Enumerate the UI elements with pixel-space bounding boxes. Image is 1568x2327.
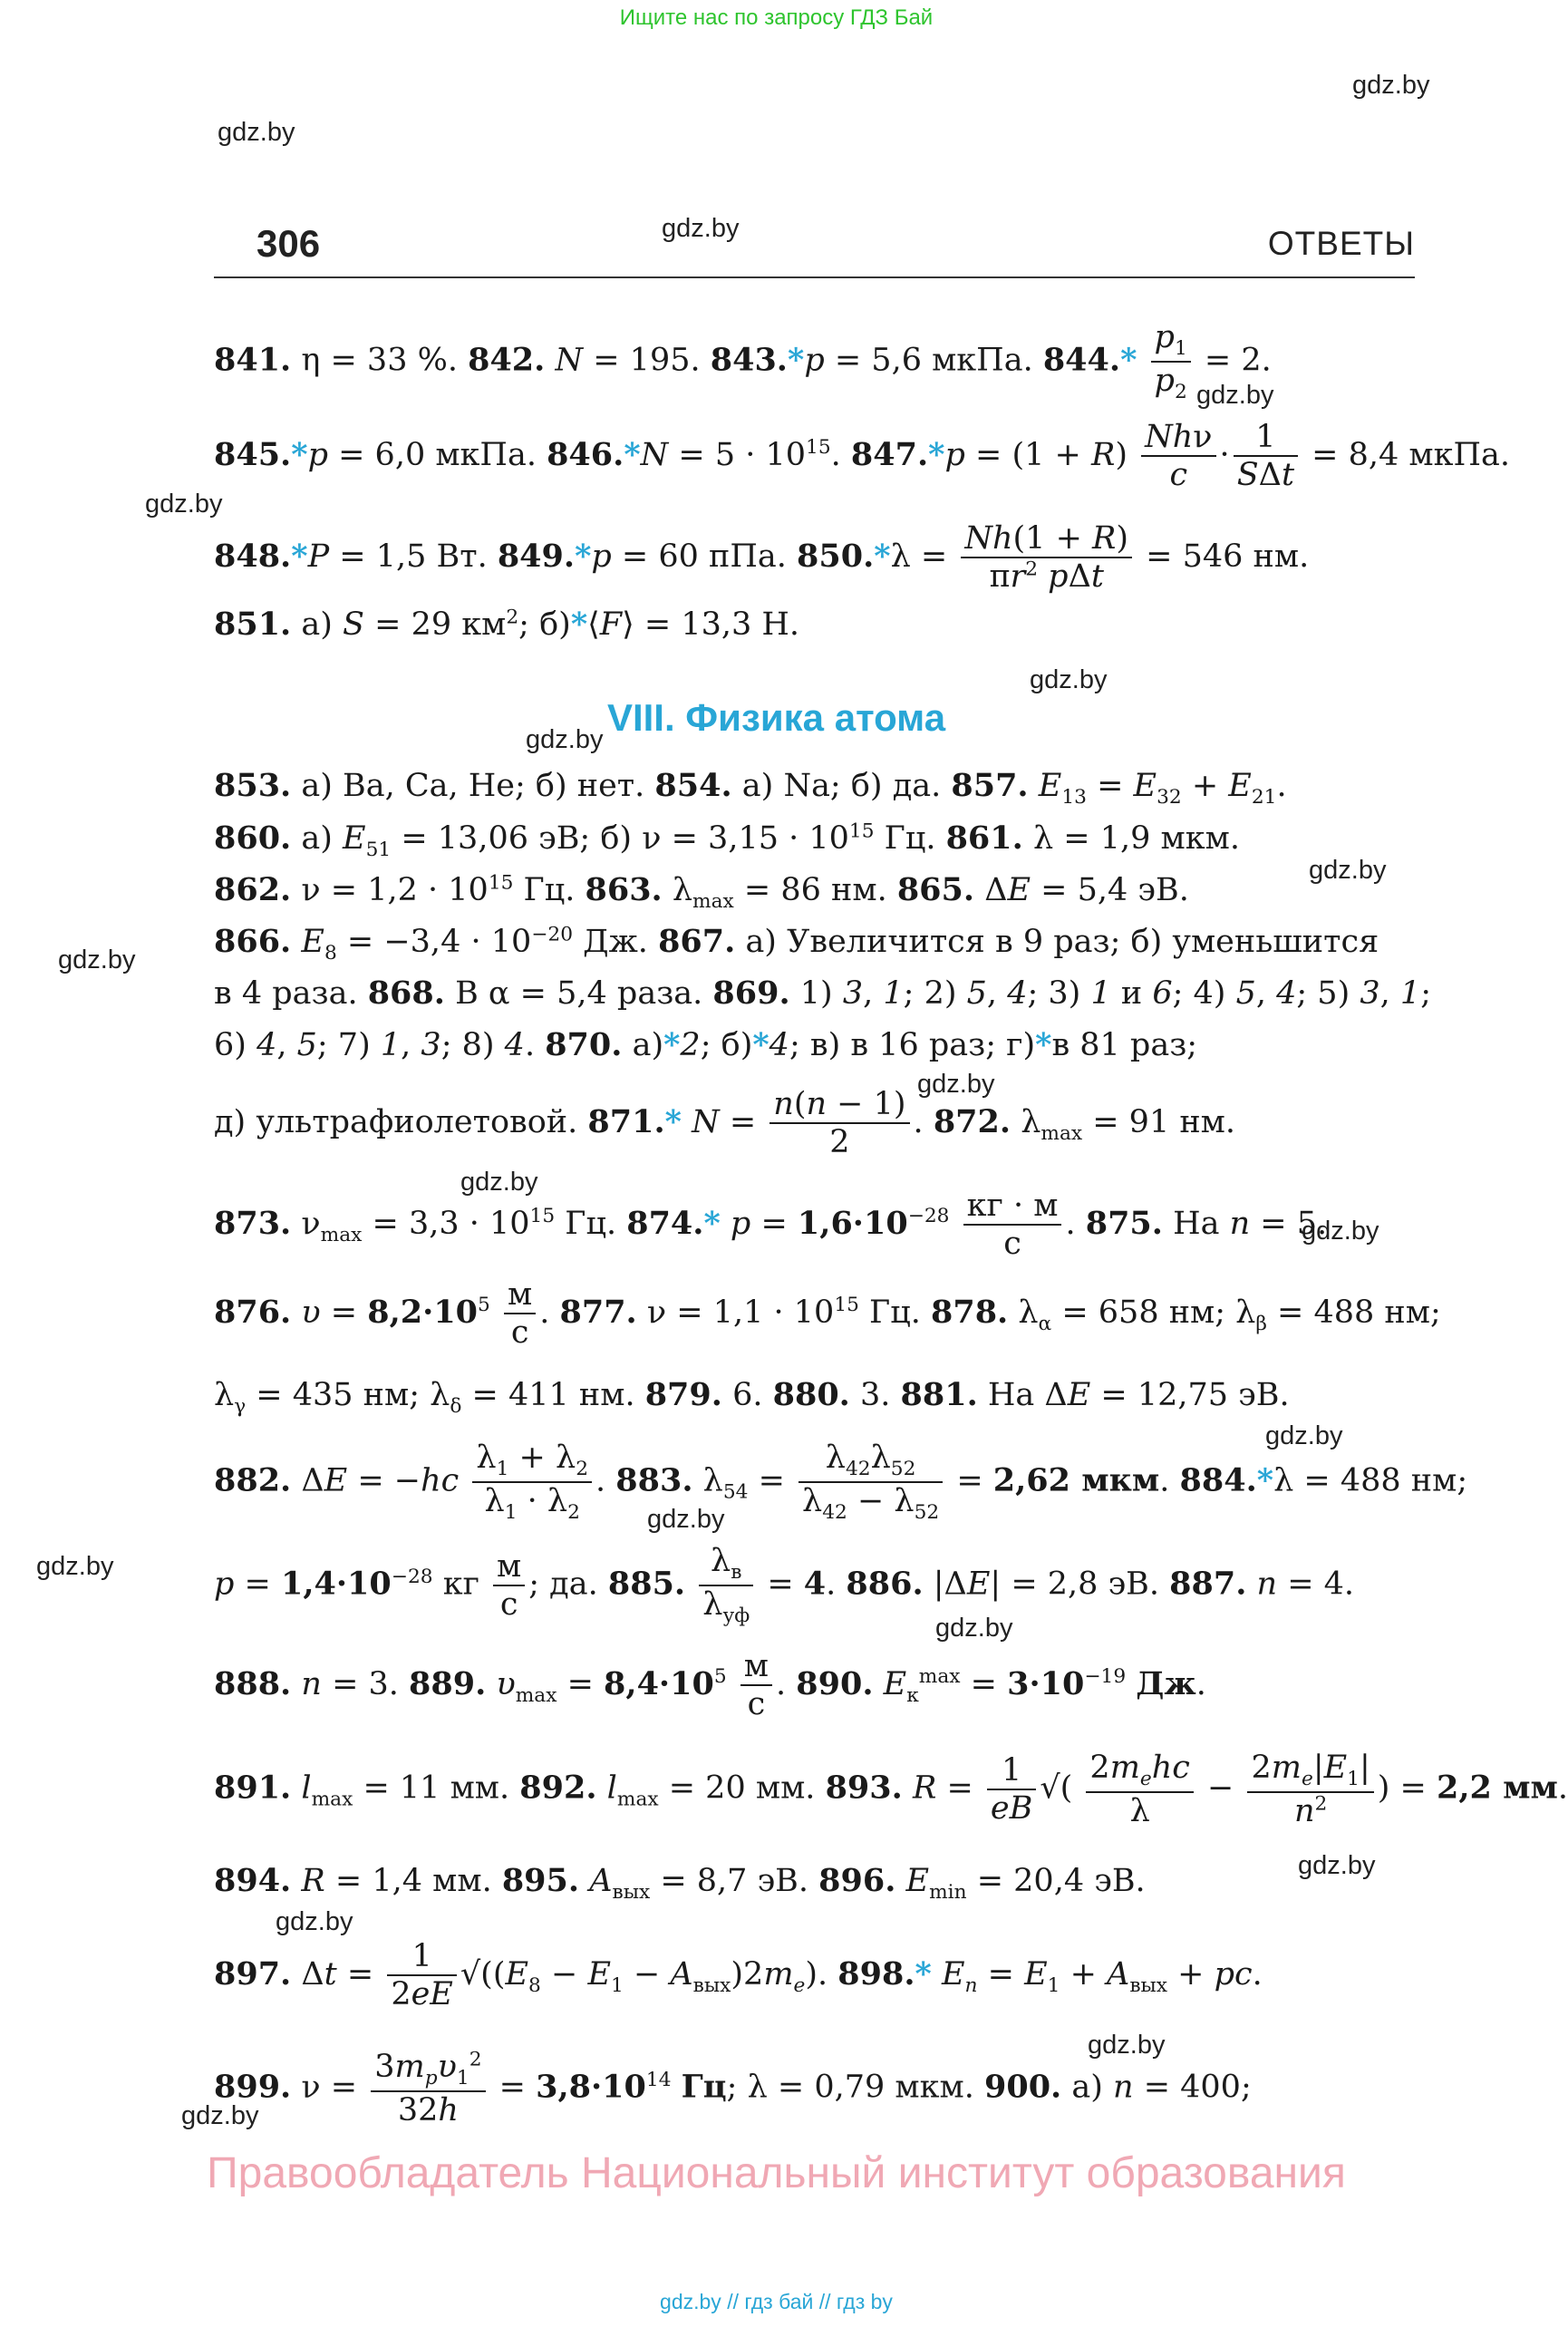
watermark: gdz.by: [1309, 856, 1387, 885]
answer-line-888: 888. n = 3. 889. $\upsilon_{max} = 8,4\cdot 10^5$ $\frac{м}{с}$ . 890. $E_к^{max} = 3\cdot 10^{-19}$ Дж.: [214, 1648, 1206, 1723]
watermark: gdz.by: [36, 1552, 114, 1581]
watermark: gdz.by: [460, 1168, 538, 1197]
watermark: gdz.by: [662, 214, 740, 243]
answer-line-866d: д) ультрафиолетовой. 871.* N = $\frac{n(n - 1)}{2}$ . 872. $\lambda_{max} = 91$ нм.: [214, 1086, 1236, 1161]
answer-line-873: 873. $\nu_{max} = 3,3 \cdot 10^{15}$ Гц. 874.* $p = 1,6\cdot 10^{-28}$ $\frac{кг \cdot м}{с}$ . 875. На n = 5.: [214, 1188, 1328, 1263]
section-title: VIII. Физика атома: [606, 696, 946, 739]
answer-line-845: 845.*p = 6,0 мкПа. $846.*N = 5 \cdot 10^{15}$. 847.*p = (1 + R) $\frac{\text{Nhν}}{c}$ · $\frac{1}{\text{SΔt}}$ = 8,4 мкПа.: [214, 419, 1511, 494]
answer-line-866b: в 4 раза. 868. В α = 5,4 раза. 869. 1) 3, 1; 2) 5, 4; 3) 1 и 6; 4) 5, 4; 5) 3, 1;: [214, 974, 1431, 1012]
header-rule: [214, 276, 1415, 278]
watermark: gdz.by: [1265, 1421, 1343, 1450]
watermark: gdz.by: [1030, 665, 1108, 694]
answer-line-848: 848.*P = 1,5 Вт. 849.*p = 60 пПа. 850.*λ = $\frac{Nh(1 + R)}{\pi r^2 p\Delta t}$ = 546 нм.: [214, 520, 1310, 596]
page-number: 306: [256, 222, 321, 265]
answer-line-882: 882. ΔE = −hc $\frac{\lambda_1 + \lambda_2}{\lambda_1 \cdot \lambda_2}$ . 883. $\lambda_{54}$ = $\frac{\lambda_{42}\lambda_{52}}{\lambda_{42} - \lambda_{52}}$ = 2,62 мкм. 884.*λ = 488 нм;: [214, 1440, 1468, 1524]
answer-line-894: 894. R = 1,4 мм. 895. $A_{вых} = 8,7$ эВ. 896. $E_{min} = 20,4$ эВ.: [214, 1862, 1146, 1904]
watermark: gdz.by: [917, 1070, 995, 1099]
running-head: ОТВЕТЫ: [1267, 225, 1415, 262]
watermark: gdz.by: [218, 118, 295, 147]
answer-line-866c: 6) 4, 5; 7) 1, 3; 8) 4. 870. а)*2; б)*4; в) в 16 раз; г)*в 81 раз;: [214, 1026, 1198, 1063]
watermark: gdz.by: [526, 725, 604, 754]
answer-line-891: 891. $l_{max} = 11$ мм. 892. $l_{max} = 20$ мм. 893. R = $\frac{1}{eB}$ √( $\frac{2m_ehc}{\lambda}$ − $\frac{2m_e|E_1|}{n^2}$ ) = 2,2 мм.: [214, 1750, 1568, 1829]
watermark: gdz.by: [1196, 381, 1274, 410]
answer-line-853: 853. а) Ba, Ca, He; б) нет. 854. а) Na; б) да. 857. $E_{13} = E_{32} + E_{21}$.: [214, 767, 1287, 809]
answer-line-897: 897. Δt = $\frac{1}{2eE}$ $√((E_8 - E_1 - A_{вых})2m_e)$. 898.* $E_n = E_1 + A_{вых}$ + pc.: [214, 1938, 1263, 2013]
answer-line-841: 841. η = 33 %. 842. N = 195. 843.*p = 5,6 мкПа. 844.* $\frac{p_1}{p_2}$ = 2.: [214, 319, 1272, 403]
watermark: gdz.by: [181, 2101, 259, 2130]
answer-line-899: 899. ν = $\frac{3m_p\upsilon_1^2}{32h}$ = $3,8\cdot 10^{14}$ Гц; λ = 0,79 мкм. 900. а) n = 400;: [214, 2048, 1252, 2128]
watermark: gdz.by: [145, 490, 223, 519]
answer-line-882b: $p = 1,4\cdot 10^{-28}$ кг $\frac{м}{с}$ ; да. 885. $\frac{\lambda_в}{\lambda_{уф}}$ = 4. 886. |ΔE| = 2,8 эВ. 887. n = 4.: [214, 1543, 1355, 1627]
watermark: gdz.by: [58, 945, 136, 974]
answer-line-862: 862. $\nu = 1,2 \cdot 10^{15}$ Гц. 863. $\lambda_{max} = 86$ нм. 865. ΔE = 5,4 эВ.: [214, 871, 1189, 913]
answer-line-866: 866. $E_8 = -3,4 \cdot 10^{-20}$ Дж. 867. а) Увеличится в 9 раз; б) уменьшится: [214, 923, 1379, 965]
top-banner: Ищите нас по запросу ГДЗ Бай: [619, 5, 934, 30]
answer-line-876b: $\lambda_\gamma = 435$ нм; $\lambda_\delta = 411$ нм. 879. 6. 880. 3. 881. На ΔE = 12,75 эВ.: [214, 1376, 1290, 1418]
watermark: gdz.by: [276, 1907, 353, 1936]
watermark: gdz.by: [935, 1614, 1013, 1643]
answer-line-860: 860. а) $E_{51} = 13,06$ эВ; б) $\nu = 3,15 \cdot 10^{15}$ Гц. 861. λ = 1,9 мкм.: [214, 819, 1240, 861]
watermark: gdz.by: [1088, 2031, 1166, 2060]
watermark: gdz.by: [1352, 71, 1430, 100]
watermark: gdz.by: [647, 1505, 725, 1534]
answer-line-876: 876. $\upsilon = 8,2\cdot 10^5$ $\frac{м}{с}$ . 877. $\nu = 1,1 \cdot 10^{15}$ Гц. 878. $\lambda_\alpha = 658$ нм; $\lambda_\beta = 488$ нм;: [214, 1276, 1441, 1352]
bottom-banner: gdz.by // гдз бай // гдз by: [660, 2290, 893, 2313]
copyright-notice: Правообладатель Национальный институт образования: [207, 2149, 1346, 2197]
watermark: gdz.by: [1298, 1851, 1376, 1880]
answer-line-851: 851. а) S = 29 $км^2$; б)*⟨F⟩ = 13,3 Н.: [214, 606, 800, 643]
watermark: gdz.by: [1302, 1217, 1379, 1246]
